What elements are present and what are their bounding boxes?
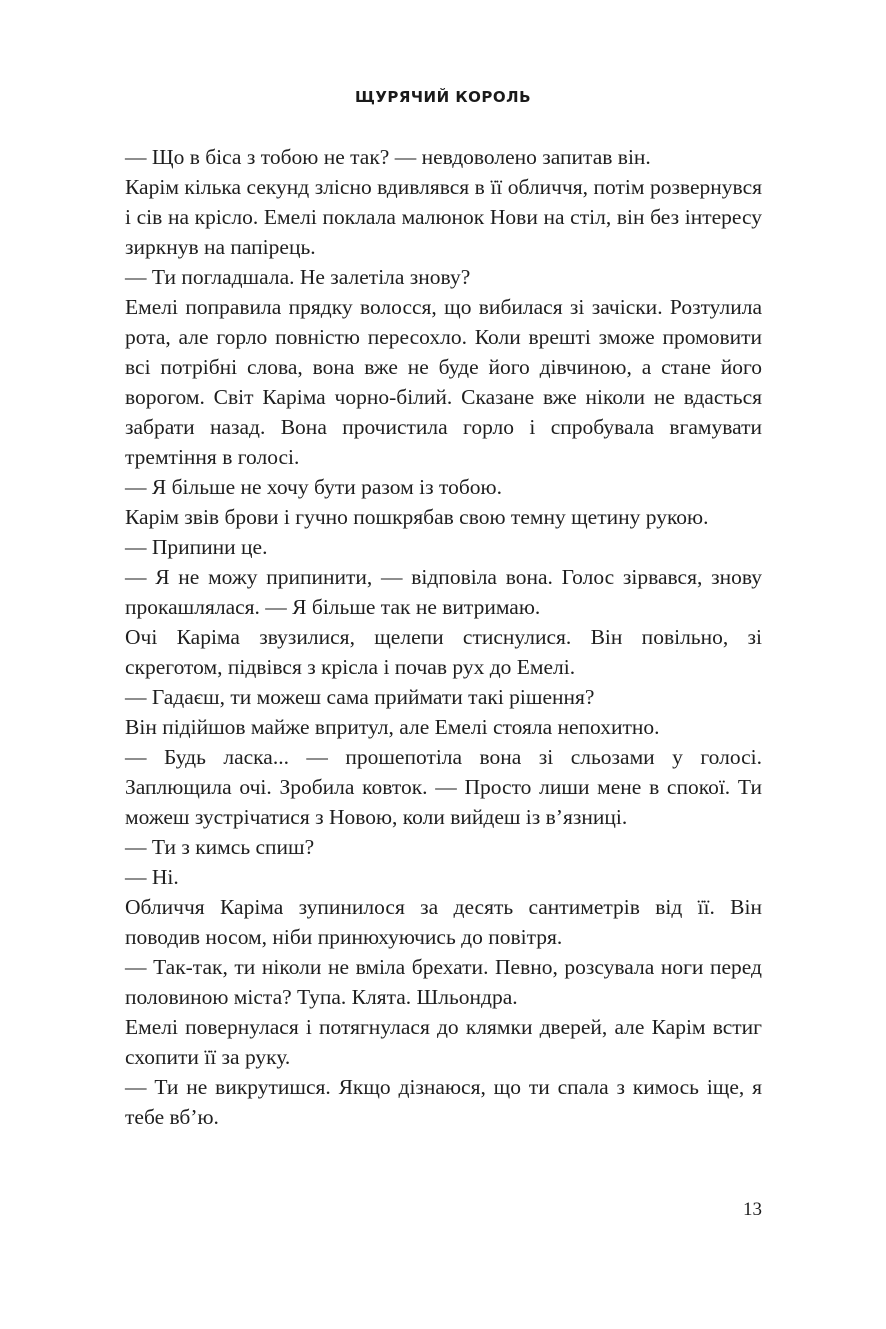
paragraph: Емелі поправила прядку волосся, що вибилася зі зачіски. Розтулила рота, але горло повністю пересохло. Коли врешті зможе промовити всі потрібні слова, вона вже не буде його дівчиною, а стане його ворогом. Світ Каріма чорно-білий. Сказане вже ніколи не вдасться забрати назад. Вона прочистила горло і спробувала вгамувати тремтіння в голосі.	[125, 295, 762, 469]
paragraph: — Гадаєш, ти можеш сама приймати такі рішення?	[125, 685, 595, 709]
paragraph: — Я не можу припинити, — відповіла вона. Голос зірвався, знову прокашлялася. — Я більше так не витримаю.	[125, 565, 762, 619]
page-number: 13	[743, 1199, 762, 1220]
paragraph: Він підійшов майже впритул, але Емелі стояла непохитно.	[125, 715, 660, 739]
paragraph: — Будь ласка... — прошепотіла вона зі сльозами у голосі. Заплющила очі. Зробила ковток. — Просто лиши мене в спокої. Ти можеш зустрічатися з Новою, коли вийдеш із в’язниці.	[125, 745, 762, 829]
paragraph: — Ти з кимсь спиш?	[125, 835, 315, 859]
running-head: ЩУРЯЧИЙ КОРОЛЬ	[354, 88, 532, 106]
paragraph: Емелі повернулася і потягнулася до клямки дверей, але Карім встиг схопити її за руку.	[125, 1015, 762, 1069]
paragraph: — Я більше не хочу бути разом із тобою.	[125, 475, 502, 499]
paragraph: Карім звів брови і гучно пошкрябав свою темну щетину рукою.	[125, 505, 709, 529]
paragraph: — Ти погладшала. Не залетіла знову?	[125, 265, 471, 289]
body-text	[125, 142, 762, 1132]
paragraph: Обличчя Каріма зупинилося за десять сантиметрів від її. Він поводив носом, ніби принюхуючись до повітря.	[125, 895, 762, 949]
paragraph: Очі Каріма звузилися, щелепи стиснулися. Він повільно, зі скреготом, підвівся з крісла і почав рух до Емелі.	[125, 625, 762, 679]
paragraph: — Ти не викрутишся. Якщо дізнаюся, що ти спала з кимось іще, я тебе вб’ю.	[125, 1075, 762, 1129]
paragraph: — Припини це.	[125, 535, 268, 559]
paragraph: Карім кілька секунд злісно вдивлявся в її обличчя, потім розвернувся і сів на крісло. Емелі поклала малюнок Нови на стіл, він без інтересу зиркнув на папірець.	[125, 175, 762, 259]
paragraph: — Що в біса з тобою не так? — невдоволено запитав він.	[125, 145, 651, 169]
paragraph: — Так-так, ти ніколи не вміла брехати. Певно, розсувала ноги перед половиною міста? Тупа. Клята. Шльондра.	[125, 955, 762, 1009]
paragraph: — Ні.	[125, 865, 179, 889]
